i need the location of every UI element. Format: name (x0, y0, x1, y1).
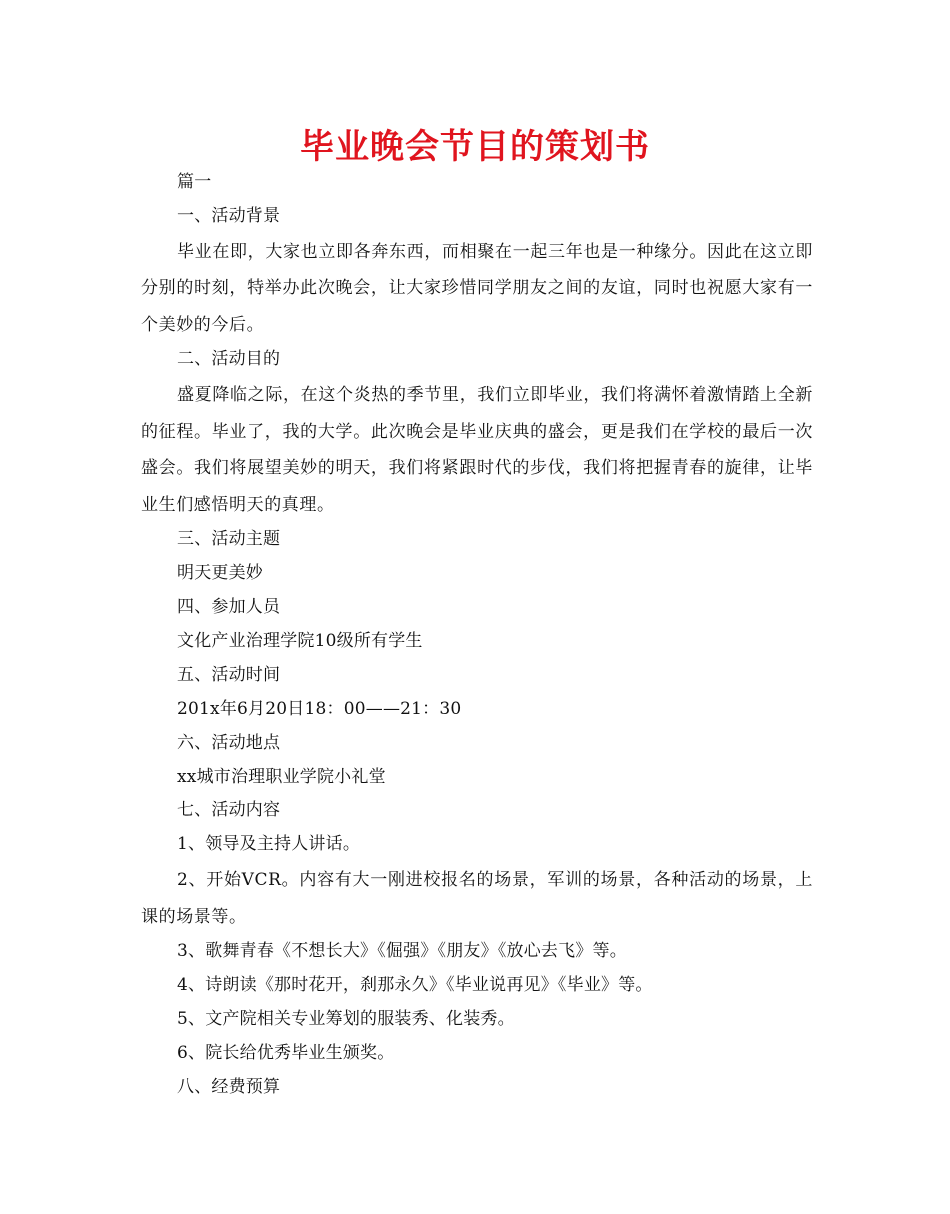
heading-content: 七、活动内容 (177, 800, 281, 821)
list-item: 4、诗朗读《那时花开，刹那永久》《毕业说再见》《毕业》等。 (177, 975, 653, 996)
heading-participants: 四、参加人员 (177, 597, 281, 618)
list-item: 3、歌舞青春《不想长大》《倔强》《朋友》《放心去飞》等。 (177, 941, 627, 962)
section-subtitle: 篇一 (177, 172, 212, 192)
heading-goal: 二、活动目的 (177, 349, 281, 370)
heading-place: 六、活动地点 (177, 732, 281, 753)
text-theme: 明天更美妙 (177, 563, 263, 584)
text-time: 201x年6月20日18：00——21：30 (177, 698, 462, 719)
heading-budget: 八、经费预算 (177, 1076, 281, 1097)
text-place: xx城市治理职业学院小礼堂 (177, 766, 386, 787)
heading-theme: 三、活动主题 (177, 529, 281, 550)
text-participants: 文化产业治理学院10级所有学生 (177, 630, 423, 651)
paragraph-goal: 盛夏降临之际，在这个炎热的季节里，我们立即毕业，我们将满怀着激情踏上全新的征程。毕业了，我的大学。此次晚会是毕业庆典的盛会，更是我们在学校的最后一次盛会。我们将展望美妙的明天，我们将紧跟时代的步伐，我们将把握青春的旋律，让毕业生们感悟明天的真理。 (141, 385, 813, 515)
heading-background: 一、活动背景 (177, 205, 281, 226)
list-item: 5、文产院相关专业筹划的服装秀、化装秀。 (177, 1009, 515, 1030)
document-title: 毕业晚会节目的策划书 (300, 127, 650, 167)
paragraph-background: 毕业在即，大家也立即各奔东西，而相聚在一起三年也是一种缘分。因此在这立即分别的时刻，特举办此次晚会，让大家珍惜同学朋友之间的友谊，同时也祝愿大家有一个美妙的今后。 (141, 241, 813, 335)
document-body (141, 166, 813, 1105)
list-item: 6、院长给优秀毕业生颁奖。 (177, 1043, 395, 1063)
list-item: 1、领导及主持人讲话。 (177, 834, 361, 855)
heading-time: 五、活动时间 (177, 664, 281, 685)
list-item: 2、开始VCR。内容有大一刚进校报名的场景，军训的场景，各种活动的场景，上课的场景等。 (141, 870, 813, 927)
